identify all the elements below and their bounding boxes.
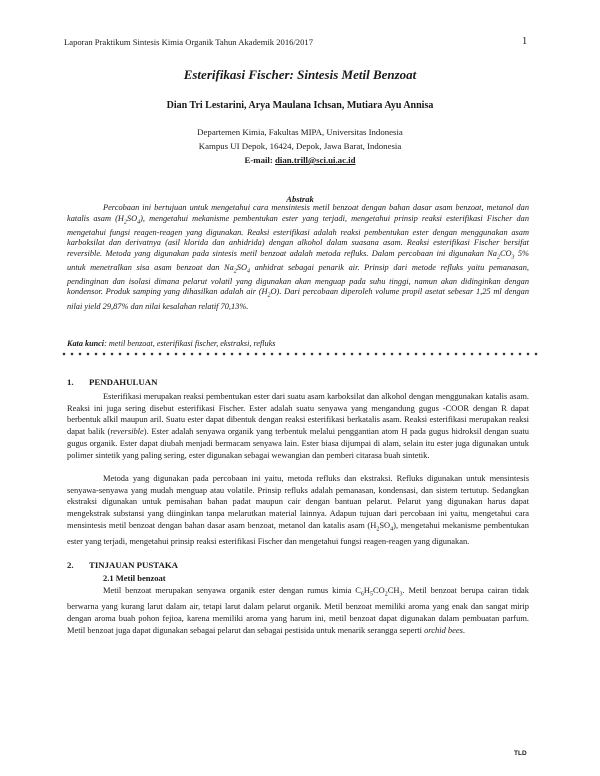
footer-initials: TLD bbox=[514, 750, 527, 757]
page-number: 1 bbox=[522, 36, 528, 47]
intro-paragraph-2: Metoda yang digunakan pada percobaan ini yaitu, metoda refluks dan ekstraksi. Refluks digunakan untuk mensintesis senyawa-senyawa yang mudah menguap atau volatile. Prinsip refluks adalah pemanasan, kondensasi, dan sistem tertutup. Sedangkan ekstraksi digunakan untuk pemisahan bahan padat maupun cair dengan bantuan pelarut. Pelarut yang digunakan harus dapat mengekstrak substansi yang diinginkan tanpa melarutkan material lainnya. Adapun tujuan dari percobaan ini yaitu, mengetahui cara mensintesis metil benzoat dengan bahan dasar asam benzoat, metanol dan katalis asam $(H_2SO_4)$, mengetahui mekanisme pembentukan ester yang terjadi, mengetahui prinsip reaksi esterifikasi Fischer dan mengetahui fungsi reagen-reagen yang digunakan. bbox=[67, 473, 529, 547]
section-number: 2. bbox=[67, 560, 74, 570]
section-title: TINJAUAN PUSTAKA bbox=[89, 560, 179, 570]
keywords-list: : metil benzoat, esterifikasi fischer, ekstraksi, refluks bbox=[104, 339, 276, 348]
abstract-heading: Abstrak bbox=[286, 194, 314, 204]
dotted-separator bbox=[60, 351, 540, 357]
paper-title: Esterifikasi Fischer: Sintesis Metil Benzoat bbox=[183, 67, 417, 82]
section-heading-pendahuluan bbox=[67, 377, 157, 387]
section-title: PENDAHULUAN bbox=[89, 377, 158, 387]
running-header: Laporan Praktikum Sintesis Kimia Organik Tahun Akademik 2016/2017 bbox=[64, 37, 313, 47]
author-list: Dian Tri Lestarini, Arya Maulana Ichsan, Mutiara Ayu Annisa bbox=[166, 100, 434, 111]
section-heading-tinjauan bbox=[67, 560, 178, 570]
intro-paragraph-1: Esterifikasi merupakan reaksi pembentukan ester dari suatu asam karboksilat dan alkohol dengan menggunakan katalis asam. Reaksi ini juga sering disebut esterifikasi Fischer. Ester adalah suatu senyawa yang mengandung gugus -COOR dengan R dapat berbentuk alkil maupun aril. Suatu ester dapat dibentuk dengan reaksi esterifikasi berkatalis asam. Reaksi esterifikasi merupakan reaksi dapat balik (reversible). Ester adalah senyawa organik yang terbentuk melalui penggantian atom H pada gugus hidroksil dengan suatu gugus organik. Ester dapat diubah menjadi bermacam senyawa lain. Ester biasa dijumpai di alam, selain itu ester juga digunakan untuk polimer sintetik yang paling sering, ester digunakan sebagai wewangian dan pemberi citarasa buah sintetik. bbox=[67, 391, 529, 460]
email-label: E-mail: bbox=[244, 155, 275, 165]
abstract-text: Percobaan ini bertujuan untuk mengetahui cara mensintesis metil benzoat dengan bahan dasar asam benzoat, metanol dan katalis asam $(H_2SO_4)$, mengetahui mekanisme pembentukan ester yang terjadi, mengetahui prinsip reaksi esterifikasi Fischer dan mengetahui fungsi reagen-reagen yang digunakan. Reaksi esterifikasi adalah reaksi pembentukan ester dengan menggunakan asam karboksilat dan derivatnya (asil klorida dan anhidrida) dengan alkohol dalam suasana asam. Reaksi esterifikasi Fischer bersifat reversible. Metoda yang digunakan pada sintesis metil benzoat adalah metoda refluks. Dalam percobaan ini digunakan $Na_2CO_3$ 5% untuk menetralkan sisa asam benzoat dan $Na_2SO_4$ anhidrat sebagai penarik air. Prinsip dari metode refluks yaitu pemanasan, pendinginan dan isolasi dimana pelarut volatil yang digunakan akan menguap pada suhu tinggi, namun akan didinginkan dengan kondensor. Produk samping yang dihasilkan adalah air $(H_2O)$. Dari percobaan diperoleh volume propil asetat sebesar 1,25 ml dengan nilai yield 29,87% dan nilai kesalahan relatif 70,13%. bbox=[67, 203, 530, 311]
review-paragraph-1: Metil benzoat merupakan senyawa organik ester dengan rumus kimia $C_6H_5CO_2CH_3$. Metil benzoat berupa cairan tidak berwarna yang kurang larut dalam air, tetapi larut dalam pelarut organik. Metil benzoat memiliki aroma yang enak dan sangat mirip dengan aroma buah pohon fejioa, karena memiliki aroma yang harum ini, metil benzoat dapat digunakan dalam pembuatan parfum. Metil benzoat juga dapat digunakan sebagai pelarut dan sebagai pestisida untuk menarik serangga seperti orchid bees. bbox=[67, 585, 529, 635]
email-link[interactable]: dian.trill@sci.ui.ac.id bbox=[275, 155, 356, 165]
affiliation-address: Kampus UI Depok, 16424, Depok, Jawa Barat, Indonesia bbox=[198, 141, 402, 151]
section-number: 1. bbox=[67, 377, 74, 387]
affiliation-line: Departemen Kimia, Fakultas MIPA, Universitas Indonesia bbox=[197, 127, 403, 137]
subsection-heading-metil-benzoat: 2.1 Metil benzoat bbox=[103, 573, 166, 583]
keywords-label: Kata kunci bbox=[67, 339, 105, 348]
keywords bbox=[67, 339, 275, 348]
email-line bbox=[0, 155, 600, 165]
